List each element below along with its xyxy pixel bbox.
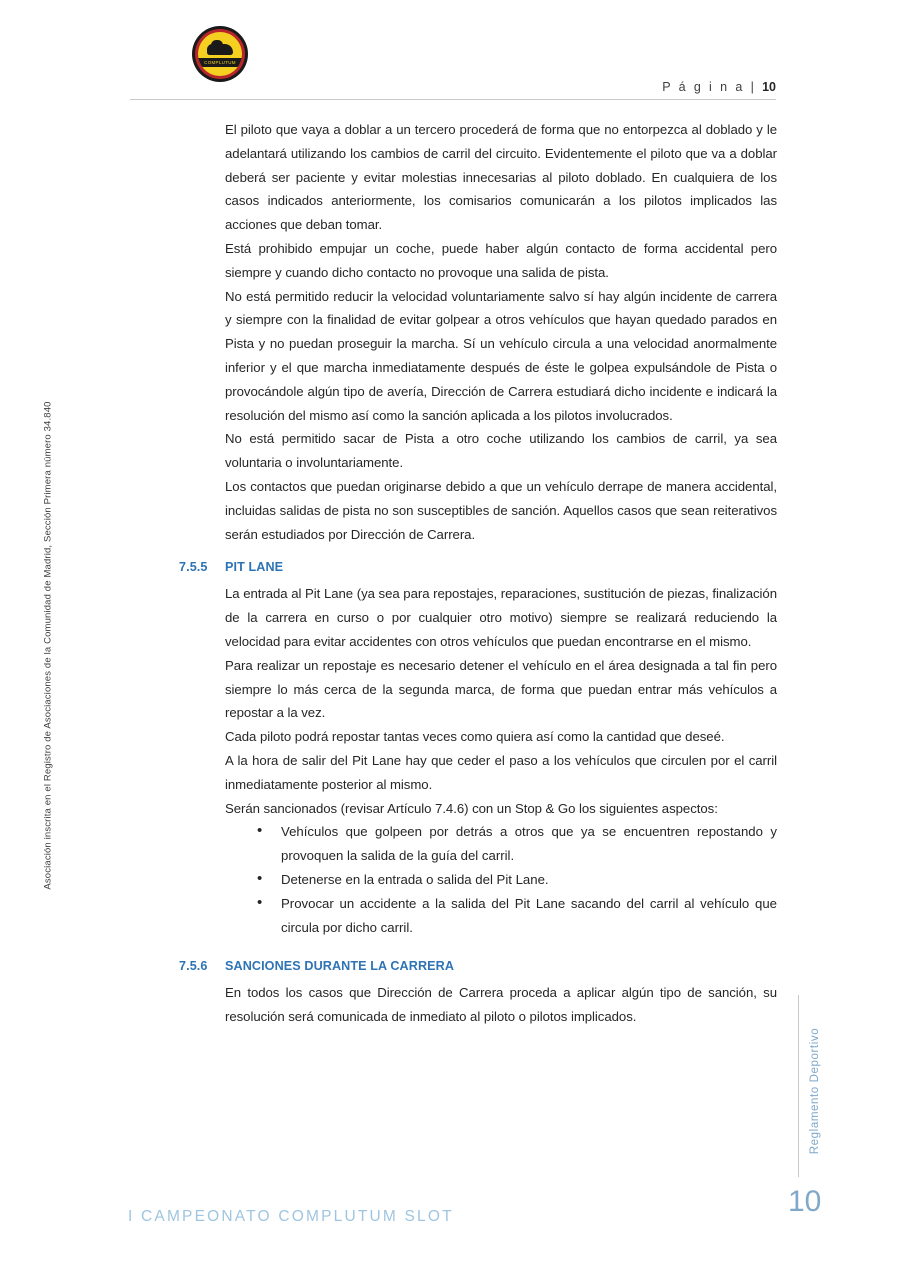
- list-item: • Vehículos que golpeen por detrás a otros que ya se encuentren repostando y provoquen la salida de la guía del carril.: [225, 820, 777, 868]
- header-divider: [130, 99, 776, 100]
- list-item: • Detenerse en la entrada o salida del Pit Lane.: [225, 868, 777, 892]
- club-logo-icon: [192, 26, 248, 82]
- logo-ring-inner: [198, 32, 242, 76]
- paragraph: No está permitido sacar de Pista a otro coche utilizando los cambios de carril, ya sea voluntaria o involuntariamente.: [225, 431, 777, 471]
- paragraph: Cada piloto podrá repostar tantas veces como quiera así como la cantidad que deseé.: [225, 729, 725, 745]
- sidenote-right-divider: [798, 995, 799, 1177]
- footer-page-number: 10: [788, 1185, 822, 1218]
- paragraph: Está prohibido empujar un coche, puede haber algún contacto de forma accidental pero siempre y cuando dicho contacto no provoque una salida de pista.: [225, 240, 777, 280]
- logo-band: [198, 58, 242, 67]
- section-title: PIT LANE: [225, 560, 284, 575]
- header-page-label-separator: |: [750, 80, 763, 94]
- list-item: • Provocar un accidente a la salida del Pit Lane sacando del carril al vehículo que circula por dicho carril.: [225, 892, 777, 940]
- header-page-number: 10: [762, 80, 776, 94]
- page-header: [130, 26, 776, 98]
- paragraph: Los contactos que puedan originarse debido a que un vehículo derrape de manera accidental, incluidas salidas de pista no son susceptibles de sanción. Aquellos casos que sean reiterativos serán estudiados por Dirección de Carrera.: [225, 478, 777, 542]
- sidenote-right: Reglamento Deportivo: [809, 1027, 821, 1155]
- sidenote-left: Asociación inscrita en el Registro de Asociaciones de la Comunidad de Madrid, Sección Primera número 34.840: [42, 401, 54, 890]
- section-heading-pit-lane: [179, 560, 777, 575]
- header-page-label: [662, 80, 776, 94]
- logo-band-label: COMPLUTUM: [204, 60, 236, 65]
- pit-lane-sanction-list: [225, 820, 777, 939]
- paragraph: No está permitido reducir la velocidad voluntariamente salvo sí hay algún incidente de carrera y siempre con la finalidad de evitar golpear a otros vehículos que hayan quedado parados en Pista y no puedan proseguir la marcha. Sí un vehículo circula a una velocidad anormalmente inferior y el que marcha inmediatamente después de éste le golpea expulsándole de Pista o provocándole algún tipo de avería, Dirección de Carrera estudiará dicho incidente e indicará la resolución del mismo así como la sanción aplicada a los pilotos involucrados.: [225, 288, 777, 423]
- section-heading-sanciones: [179, 959, 777, 974]
- paragraph: La entrada al Pit Lane (ya sea para repostajes, reparaciones, sustitución de piezas, finalización de la carrera en curso o por cualquier otro motivo) siempre se realizará reduciendo la velocidad para evitar accidentes con otros vehículos que puedan encontrarse en el mismo.: [225, 586, 777, 649]
- paragraph: El piloto que vaya a doblar a un tercero procederá de forma que no entorpezca al doblado y le adelantará utilizando los cambios de carril del circuito. Evidentemente el piloto que va a doblar deberá ser paciente y evitar molestias innecesarias al piloto doblado. En cualquiera de los casos indicados anteriormente, los comisarios comunicarán a los pilotos implicados las acciones que deban tomar.: [225, 122, 777, 233]
- paragraph: A la hora de salir del Pit Lane hay que ceder el paso a los vehículos que circulen por el carril inmediatamente posterior al mismo.: [225, 752, 777, 792]
- section-number: 7.5.6: [179, 959, 208, 974]
- footer-title: I CAMPEONATO COMPLUTUM SLOT: [128, 1208, 454, 1225]
- paragraph: En todos los casos que Dirección de Carrera proceda a aplicar algún tipo de sanción, su resolución será comunicada de inmediato al piloto o pilotos implicados.: [225, 985, 777, 1025]
- paragraph: Serán sancionados (revisar Artículo 7.4.6) con un Stop & Go los siguientes aspectos:: [225, 800, 718, 816]
- section-number: 7.5.5: [179, 560, 208, 575]
- paragraph: Para realizar un repostaje es necesario detener el vehículo en el área designada a tal fin pero siempre lo más cerca de la segunda marca, de forma que puedan entrar más vehículos a repostar a la vez.: [225, 657, 777, 721]
- logo-car-icon: [207, 44, 233, 55]
- section-title: SANCIONES DURANTE LA CARRERA: [225, 959, 455, 974]
- header-page-label-prefix: P á g i n a: [662, 80, 751, 94]
- document-body: [179, 118, 777, 1029]
